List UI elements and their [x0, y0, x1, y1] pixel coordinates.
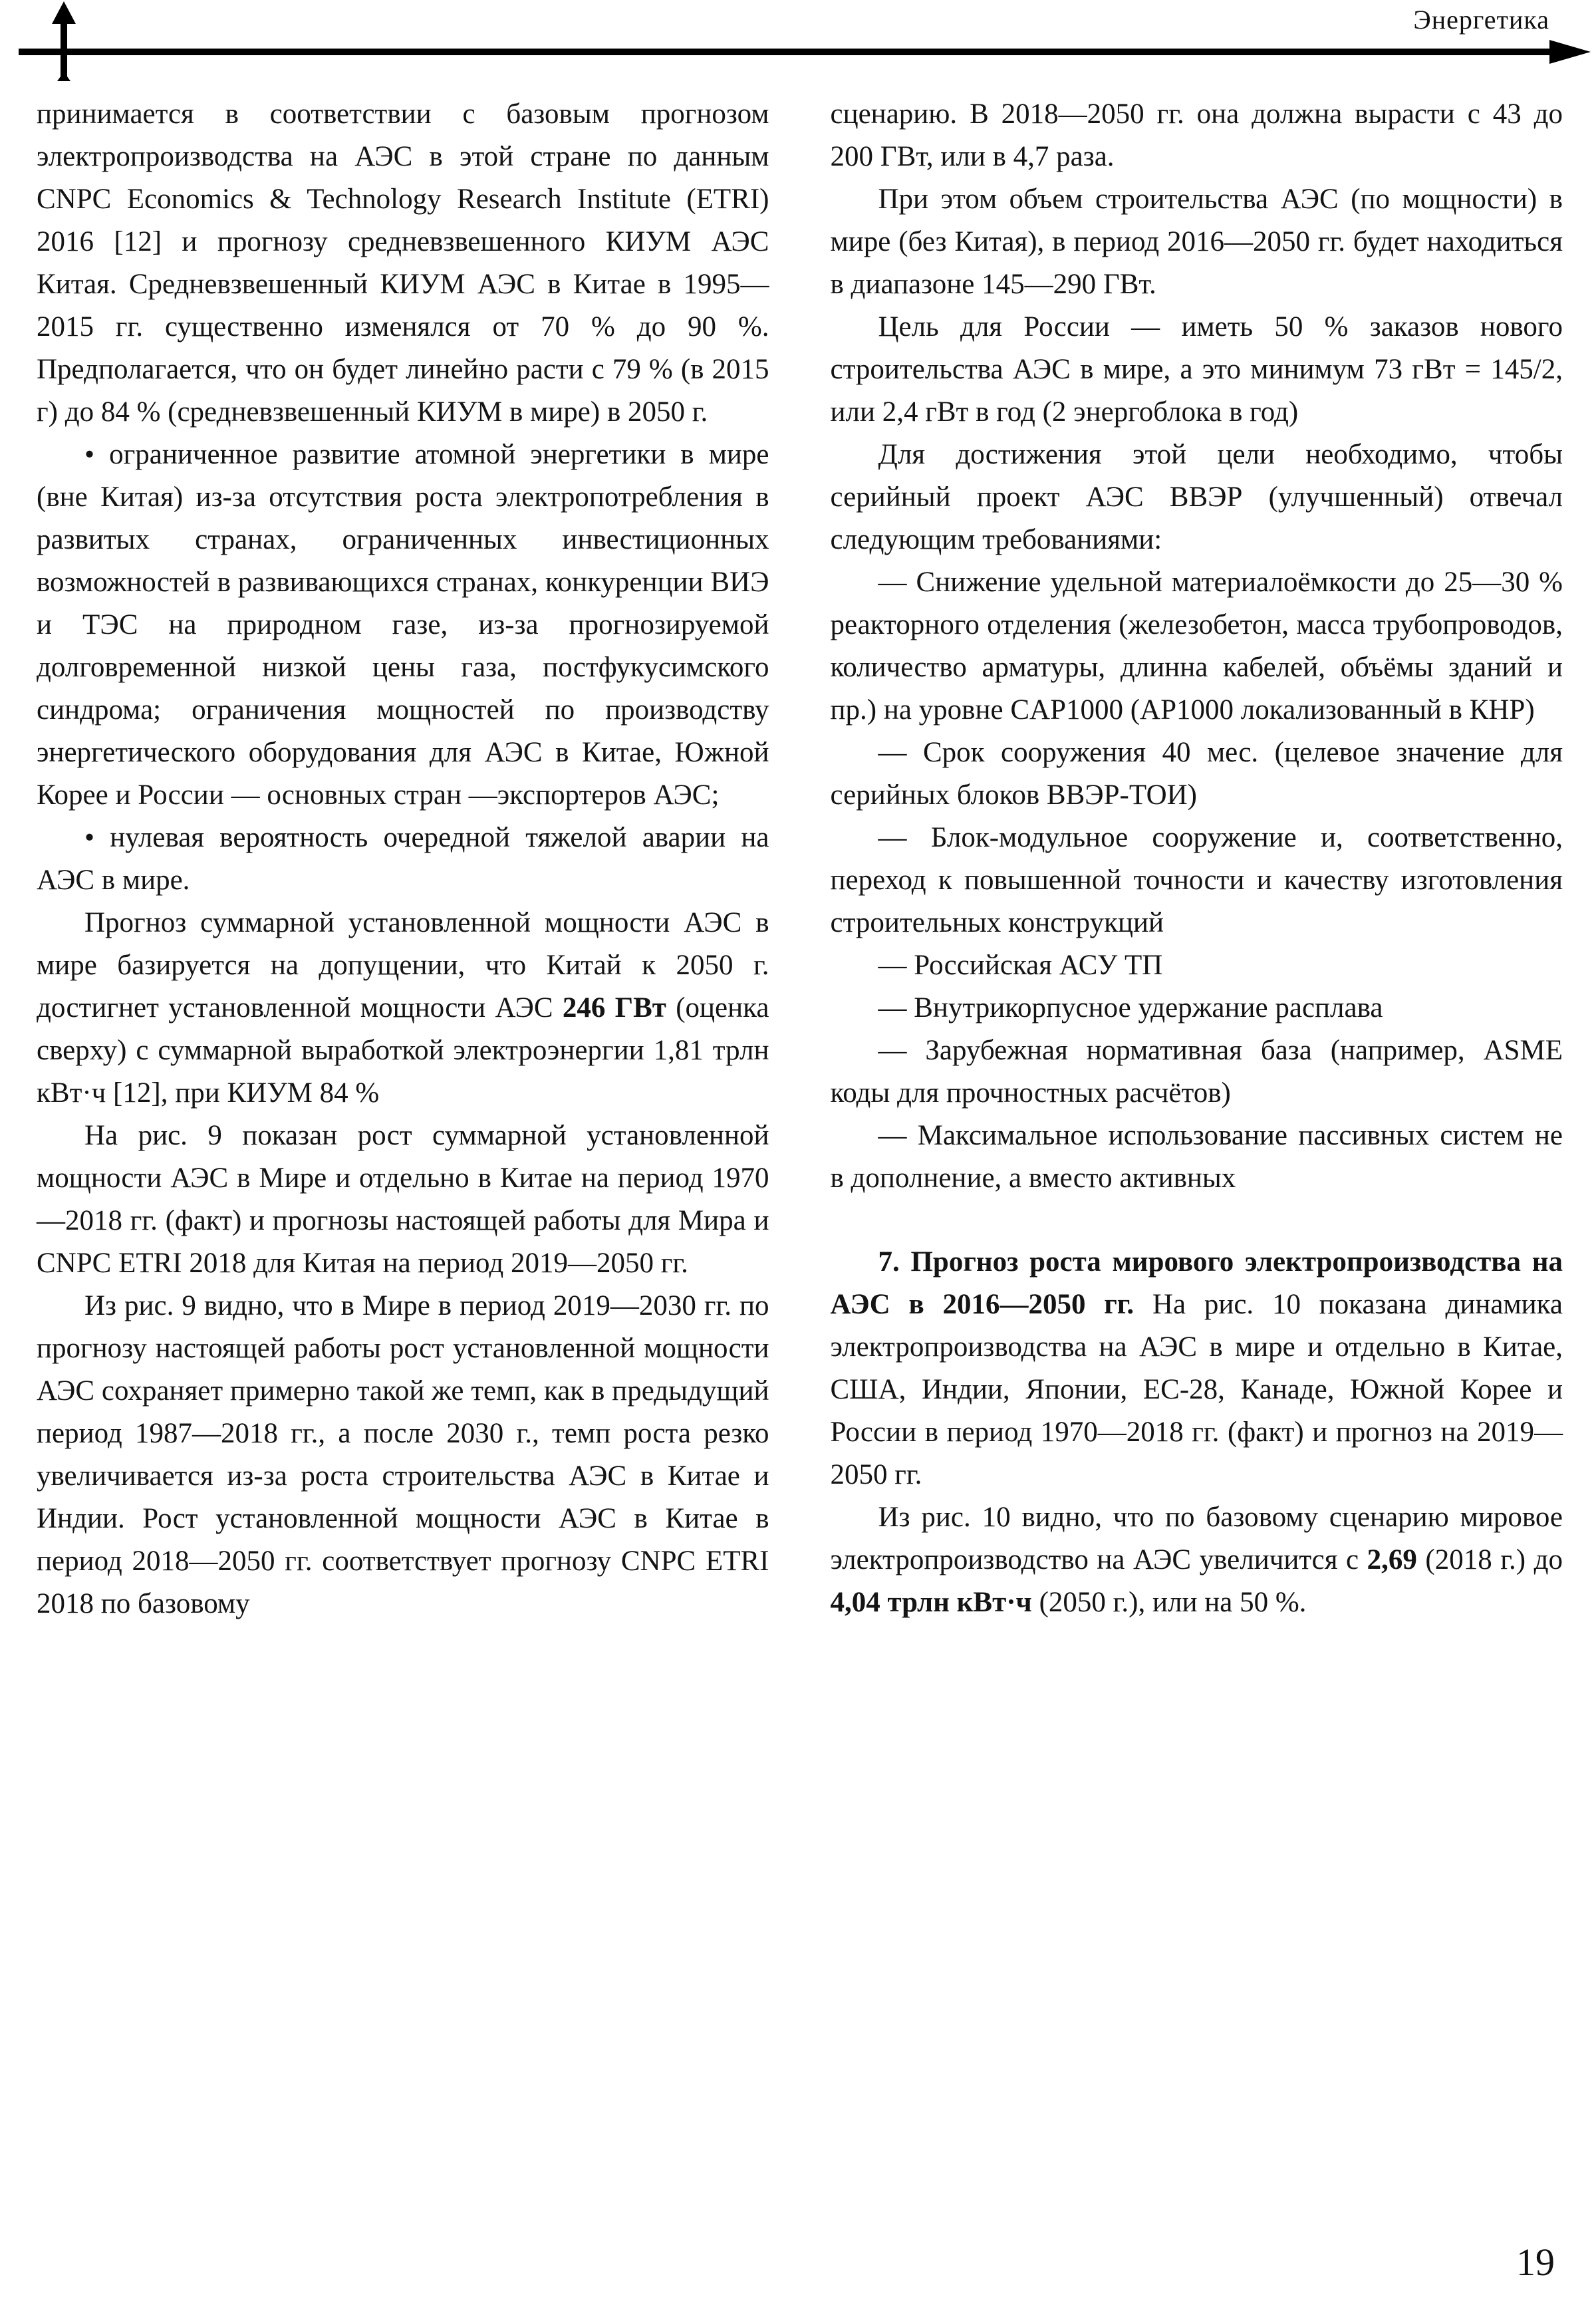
- body-text: — Российская АСУ ТП: [878, 950, 1163, 981]
- paragraph: [831, 1115, 1563, 1200]
- paragraph: [37, 1115, 769, 1285]
- body-text: — Зарубежная нормативная база (например, ASME коды для прочностных расчётов): [830, 1035, 1563, 1109]
- paragraph: [831, 944, 1563, 987]
- body-text: — Срок сооружения 40 мес. (целевое значение для серийных блоков ВВЭР-ТОИ): [830, 737, 1563, 811]
- paragraph: [831, 306, 1563, 434]
- right-column: [831, 93, 1563, 1625]
- body-text: — Внутрикорпусное удержание расплава: [878, 992, 1383, 1023]
- body-text: — Блок-модульное сооружение и, соответственно, переход к повышенной точности и качеству изготовления строительных конструкций: [830, 822, 1563, 938]
- emphasized-text: 246 ГВт: [562, 992, 666, 1023]
- page-number: 19: [1516, 2240, 1555, 2284]
- page-header: [0, 0, 1596, 86]
- body-text: • ограниченное развитие атомной энергетики в мире (вне Китая) из-за отсутствия роста электропотребления в развитых странах, ограниченных инвестиционных возможностей в развивающихся странах, конкуренции ВИЭ и ТЭС на природном газе, из-за прогнозируемой долговременной низкой цены газа, постфукусимского синдрома; ограничения мощностей по производству энергетического оборудования для АЭС в Китае, Южной Корее и России — основных стран —экспортеров АЭС;: [37, 439, 769, 811]
- paragraph: [831, 817, 1563, 944]
- paragraph: [831, 93, 1563, 178]
- paragraph: [831, 178, 1563, 306]
- paragraph: [831, 1241, 1563, 1496]
- section-label: Энергетика: [1413, 5, 1549, 35]
- body-text: Прогноз суммарной установленной мощности АЭС в мире базируется на допущении, что Китай к 2050 г. достигнет установленной мощности АЭС: [37, 907, 769, 1023]
- paragraph: [37, 902, 769, 1115]
- emphasized-text: 2,69: [1367, 1544, 1417, 1575]
- body-text: При этом объем строительства АЭС (по мощности) в мире (без Китая), в период 2016—2050 гг. будет находиться в диапазоне 145—290 ГВт.: [830, 184, 1563, 300]
- body-text: (2050 г.), или на 50 %.: [1031, 1587, 1307, 1618]
- body-text: Из рис. 9 видно, что в Мире в период 2019—2030 гг. по прогнозу настоящей работы рост установленной мощности АЭС сохраняет примерно такой же темп, как в предыдущий период 1987—2018 гг., а после 2030 г., темп роста резко увеличивается из-за роста строительства АЭС в Китае и Индии. Рост установленной мощности АЭС в Китае в период 2018—2050 гг. соответствует прогнозу CNPC ETRI 2018 по базовому: [37, 1290, 769, 1619]
- page-body: [37, 93, 1563, 1625]
- body-text: Цель для России — иметь 50 % заказов нового строительства АЭС в мире, а это минимум 73 гВт = 145/2, или 2,4 гВт в год (2 энергоблока в год): [830, 311, 1563, 428]
- header-rule-arrows-icon: [0, 0, 1596, 86]
- paragraph: [831, 1029, 1563, 1115]
- body-text: На рис. 10 показана динамика электропроизводства на АЭС в мире и отдельно в Китае, США, Индии, Японии, ЕС-28, Канаде, Южной Корее и России в период 1970—2018 гг. (факт) и прогноз на 2019—2050 гг.: [830, 1289, 1563, 1490]
- body-text: Для достижения этой цели необходимо, чтобы серийный проект АЭС ВВЭР (улучшенный) отвечал следующим требованиями:: [830, 439, 1563, 555]
- body-text: — Максимальное использование пассивных систем не в дополнение, а вместо активных: [830, 1120, 1563, 1194]
- paragraph: [831, 434, 1563, 561]
- left-column: [37, 93, 769, 1625]
- emphasized-text: 4,04 трлн кВт·ч: [830, 1587, 1032, 1618]
- paragraph: [831, 987, 1563, 1029]
- body-text: На рис. 9 показан рост суммарной установленной мощности АЭС в Мире и отдельно в Китае на период 1970—2018 гг. (факт) и прогнозы настоящей работы для Мира и CNPC ETRI 2018 для Китая на период 2019—2050 гг.: [37, 1120, 769, 1279]
- paragraph: [831, 561, 1563, 732]
- body-text: (оценка сверху) с суммарной выработкой электроэнергии 1,81 трлн кВт·ч [12], при КИУМ 84 %: [37, 992, 769, 1109]
- body-text: Из рис. 10 видно, что по базовому сценарию мировое электропроизводство на АЭС увеличится с: [830, 1502, 1563, 1575]
- body-text: принимается в соответствии с базовым прогнозом электропроизводства на АЭС в этой стране по данным CNPC Economics & Technology Research Institute (ETRI) 2016 [12] и прогнозу средневзвешенного КИУМ АЭС Китая. Средневзвешенный КИУМ АЭС в Китае в 1995—2015 гг. существенно изменялся от 70 % до 90 %. Предполагается, что он будет линейно расти с 79 % (в 2015 г) до 84 % (средневзвешенный КИУМ в мире) в 2050 г.: [37, 98, 769, 428]
- body-text: (2018 г.) до: [1416, 1544, 1563, 1575]
- emphasized-text: 7. Прогноз роста мирового электропроизводства на АЭС в 2016—2050 гг.: [830, 1246, 1563, 1320]
- body-text: — Снижение удельной материалоёмкости до 25—30 % реакторного отделения (железобетон, масса трубопроводов, количество арматуры, длинна кабелей, объёмы зданий и пр.) на уровне CAP1000 (AP1000 локализованный в КНР): [830, 567, 1563, 726]
- body-text: • нулевая вероятность очередной тяжелой аварии на АЭС в мире.: [37, 822, 769, 896]
- paragraph: [831, 732, 1563, 817]
- paragraph: [37, 93, 769, 434]
- paragraph: [37, 817, 769, 902]
- paragraph: [37, 1285, 769, 1625]
- paragraph: [37, 434, 769, 817]
- body-text: сценарию. В 2018—2050 гг. она должна вырасти с 43 до 200 ГВт, или в 4,7 раза.: [830, 98, 1563, 172]
- paragraph: [831, 1496, 1563, 1624]
